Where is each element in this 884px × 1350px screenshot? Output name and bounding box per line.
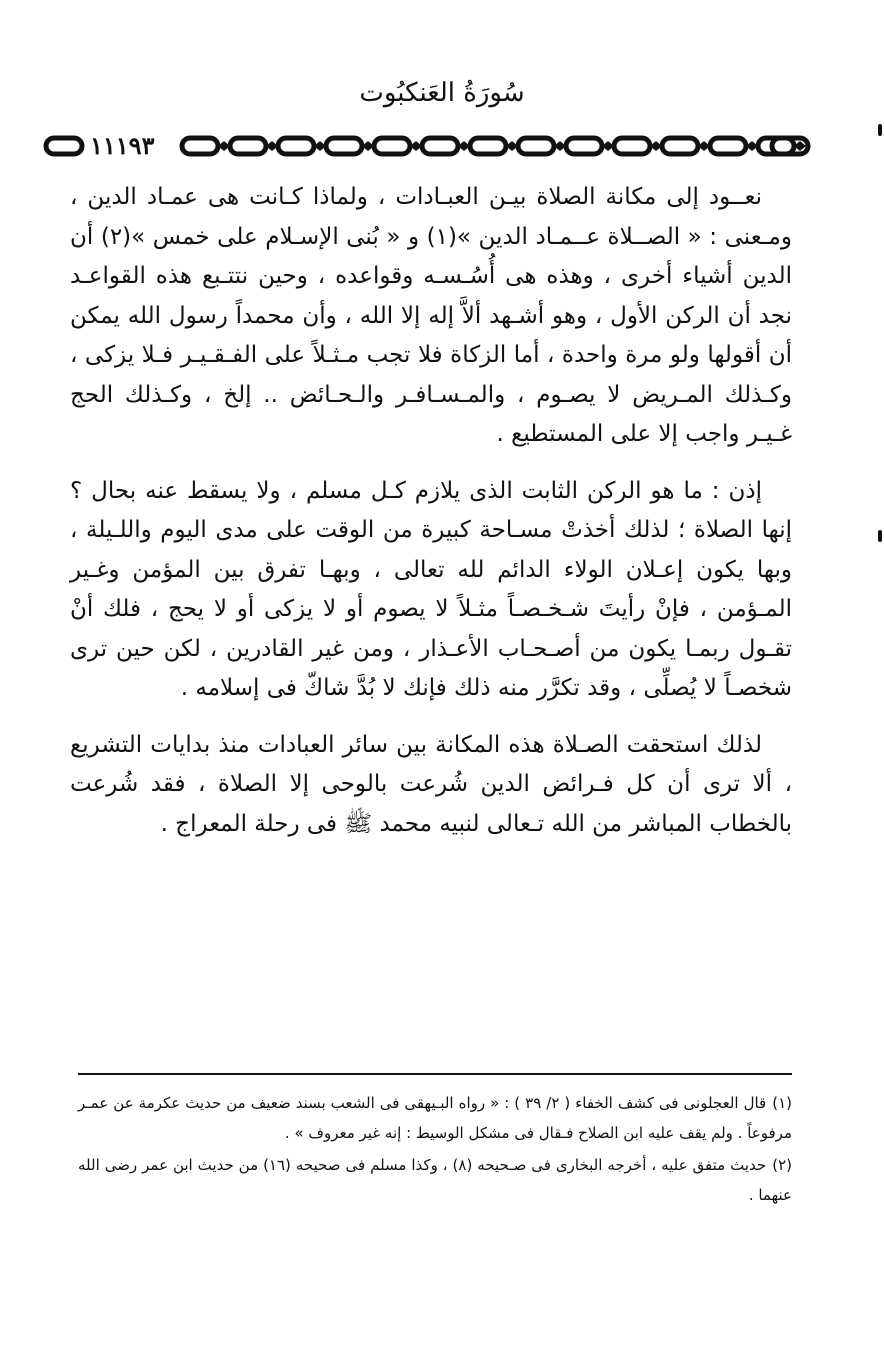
footnote-text: حديث متفق عليه ، أخرجه البخارى فى صـحيحه (٨) ، وكذا مسلم فى صحيحه (١٦) من حديث ابن عمر رضى الله عنهما . <box>78 1156 792 1204</box>
chain-link <box>374 138 410 154</box>
chain-link <box>566 138 602 154</box>
footnote-divider <box>78 1073 792 1075</box>
chain-link <box>614 138 650 154</box>
chain-link <box>518 138 554 154</box>
footnote-number: (١) <box>772 1094 792 1112</box>
chain-link <box>230 138 266 154</box>
chain-link <box>278 138 314 154</box>
margin-mark <box>878 124 882 136</box>
paragraph: نعــود إلى مكانة الصلاة بيـن العبـادات ، ولماذا كـانت هى عمـاد الدين ، ومـعنى : « الصــلاة عــمـاد الدين »(١) و « بُنى الإسـلام على خمس »(٢) أن الدين أشياء أخرى ، وهذه هى أُسُـسـه وقواعده ، وحين نتتـبع هذه القواعـد نجد أن الركن الأول ، وهو أشـهد ألاَّ إله إلا الله ، وأن محمداً رسول الله يمكن أن أقولها ولو مرة واحدة ، أما الزكاة فلا تجب مـثـلاً على الفـقـيـر فـلا يزكى ، وكـذلك المـريض لا يصـوم ، والمـسـافـر والـحـائض .. إلخ ، وكـذلك الحج غـيـر واجب إلا على المستطيع . <box>70 184 792 447</box>
chain-link <box>182 138 218 154</box>
footnote-item <box>78 1088 792 1148</box>
chain-link <box>470 138 506 154</box>
chain-link <box>326 138 362 154</box>
page-number: ١١١٩٣ <box>86 131 158 160</box>
footnote-item <box>78 1150 792 1210</box>
chain-link <box>710 138 746 154</box>
chain-link <box>662 138 698 154</box>
footnotes <box>78 1088 792 1212</box>
paragraph: لذلك استحقت الصـلاة هذه المكانة بين سائر العبادات منذ بدايات التشريع ، ألا ترى أن كل فـرائض الدين شُرعت بالوحى إلا الصلاة ، فقد شُرعت بالخطاب المباشر من الله تـعالى لنبيه محمد ﷺ فى رحلة المعراج . <box>70 731 792 837</box>
main-text <box>70 178 792 861</box>
footnote-text: قال العجلونى فى كشف الخفاء ( ٢/ ٣٩ ) : « رواه البـيهقى فى الشعب بسند ضعيف من حديث عكرمة عن عمـر مرفوعاً . ولم يقف عليه ابن الصلاح فـقال فى مشكل الوسيط : إنه غير معروف » . <box>78 1094 792 1142</box>
surah-title: سُورَةُ العَنكبُوت <box>359 78 525 108</box>
margin-mark <box>878 530 882 542</box>
paragraph: إذن : ما هو الركن الثابت الذى يلازم كـل مسلم ، ولا يسقط عنه بحال ؟ إنها الصلاة ؛ لذلك أخذتْ مسـاحة كبيرة من الوقت على مدى اليوم واللـيلة ، وبها يكون إعـلان الولاء الدائم لله تعالى ، وبهـا تفرق بين المؤمن وغـير المـؤمن ، فإنْ رأيتَ شـخـصـاً مثـلاً لا يصوم أو لا يزكى أو لا يحج ، فلك أنْ تقـول ربمـا يكون من أصـحـاب الأعـذار ، ومن غير القادرين ، لكن حين ترى شخصـاً لا يُصلِّى ، وقد تكرَّر منه ذلك فإنك لا بُدَّ شاكّ فى إسلامه . <box>70 477 792 701</box>
chain-link <box>422 138 458 154</box>
footnote-number: (٢) <box>772 1156 792 1174</box>
chain-link <box>46 138 82 154</box>
